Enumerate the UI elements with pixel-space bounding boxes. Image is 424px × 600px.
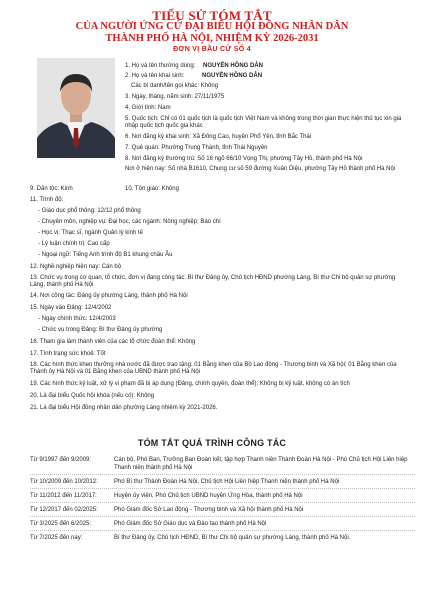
- field-party-position: - Chức vụ trong Đảng: Bí thư Đảng ủy phường: [38, 327, 163, 333]
- field-party-official: - Ngày chính thức: 12/4/2003: [38, 316, 116, 322]
- field-professional: - Chuyên môn, nghiệp vụ: Đại học, các ngành: Nông nghiệp; Báo chí: [38, 219, 221, 225]
- field-permanent-address: 8. Nơi đăng ký thường trú: Số 16 ngõ 66/10 Vọng Thị, phường Tây Hồ, thành phố Hà Nội: [125, 156, 363, 162]
- field-ethnicity: 9. Dân tộc: Kinh: [30, 186, 73, 192]
- portrait-photo: [37, 58, 115, 158]
- field-party-admission: 15. Ngày vào Đảng: 12/4/2002: [30, 305, 112, 311]
- field-position: 13. Chức vụ trong cơ quan, tổ chức, đơn vị đang công tác: Bí thư Đảng ủy, Chủ tịch HĐND phường Láng, Bí thư Chi bộ quân sự phường Láng, thành phố Hà Nội: [30, 275, 396, 288]
- career-row-text: Phó Bí thư Thành Đoàn Hà Nội, Chủ tịch Hội Liên hiệp Thanh niên thành phố Hà Nội: [114, 479, 340, 485]
- field-organizations: 16. Tham gia làm thành viên của các tổ chức đoàn thể: Không: [30, 339, 196, 345]
- field-birth-name-value: NGUYỄN HỒNG DÂN: [202, 73, 263, 79]
- field-common-name-label: 1. Họ và tên thường dùng:: [125, 63, 196, 69]
- document-subtitle-line1: CỦA NGƯỜI ỨNG CỬ ĐẠI BIỂU HỘI ĐỒNG NHÂN DÂN: [75, 21, 349, 32]
- field-birth-name-label: 2. Họ và tên khai sinh:: [125, 73, 185, 79]
- electoral-unit: ĐƠN VỊ BẦU CỬ SỐ 4: [173, 46, 251, 53]
- divider: [30, 488, 415, 489]
- field-nationality: 5. Quốc tịch: Chỉ có 01 quốc tịch là quốc tịch Việt Nam và không trong thời gian thực hiện thủ tục xin gia nhập quốc tịch quốc gia khác: [125, 116, 402, 129]
- field-education-heading: 11. Trình độ:: [30, 197, 64, 203]
- field-degree: - Học vị: Thạc sĩ, ngành Quản lý kinh tế: [38, 230, 143, 236]
- career-row-text: Phó Giám đốc Sở Giáo dục và Đào tạo thành phố Hà Nội: [114, 521, 267, 527]
- career-row-text: Phó Giám đốc Sở Lao động - Thương binh và Xã hội thành phố Hà Nội: [114, 507, 304, 513]
- career-row-text: Bí thư Đảng ủy, Chủ tịch HĐND, Bí thư Chi bộ quân sự phường Láng, thành phố Hà Nội.: [114, 535, 351, 541]
- field-religion: 10. Tôn giáo: Không: [125, 186, 179, 192]
- career-summary-title: TÓM TẮT QUÁ TRÌNH CÔNG TÁC: [137, 438, 287, 448]
- field-awards: 18. Các hình thức khen thưởng nhà nước đã được trao tặng: 01 Bằng khen của Bộ Lao động - Thương binh và Xã hội; 01 Bằng khen của Thành ủy Hà Nội và 01 Bằng khen của UBND thành phố Hà Nội: [30, 362, 397, 375]
- field-political-theory: - Lý luận chính trị: Cao cấp: [38, 241, 110, 247]
- field-aliases: Các bí danh/tên gọi khác: Không: [131, 83, 219, 89]
- field-birth-registration: 6. Nơi đăng ký khai sinh: Xã Đông Cao, huyện Phổ Yên, tỉnh Bắc Thái: [125, 134, 312, 140]
- field-common-name-value: NGUYỄN HỒNG DÂN: [203, 63, 264, 69]
- career-row-date: Từ 3/2025 đến 6/2025:: [30, 521, 92, 527]
- field-foreign-language: - Ngoại ngữ: Tiếng Anh trình độ B1 khung châu Âu: [38, 252, 173, 258]
- field-gender: 4. Giới tính: Nam: [125, 105, 171, 111]
- career-row-date: Từ 7/2025 đến nay:: [30, 535, 83, 541]
- document-title: TIỂU SỬ TÓM TẮT: [152, 8, 272, 23]
- field-hometown: 7. Quê quán: Phường Trung Thành, tỉnh Thái Nguyên: [125, 145, 268, 151]
- field-health: 17. Tình trạng sức khoẻ: Tốt: [30, 351, 106, 357]
- field-discipline: 19. Các hình thức kỷ luật, xử lý vi phạm đã bị áp dụng (Đảng, chính quyền, đoàn thể): Không bị kỷ luật, không có án tích: [30, 381, 350, 387]
- divider: [30, 530, 415, 531]
- divider: [30, 516, 415, 517]
- career-row-date: Từ 9/1997 đến 9/2009:: [30, 457, 92, 463]
- career-row-text: Cán bộ, Phó Ban, Trưởng Ban Đoàn kết, tập hợp Thanh niên Thành Đoàn Hà Nội - Phó Chủ tịch Hội Liên hiệp Thanh niên thành phố Hà Nội: [114, 457, 408, 471]
- career-row-date: Từ 11/2012 đến 11/2017:: [30, 493, 97, 499]
- field-birthdate: 3. Ngày, tháng, năm sinh: 27/11/1975: [125, 94, 225, 100]
- field-current-address: Nơi ở hiện nay: Số nhà B1610, Chung cư số 59 đường Xuân Diệu, phường Tây Hồ thành phố Hà Nội: [125, 166, 396, 172]
- divider: [30, 474, 415, 475]
- portrait-image: [37, 58, 115, 158]
- career-row-text: Huyện ủy viên, Phó Chủ tịch UBND huyện Ứng Hòa, thành phố Hà Nội: [114, 493, 303, 499]
- divider: [30, 502, 415, 503]
- field-national-assembly: 20. Là đại biểu Quốc hội khóa (nếu có): Không: [30, 393, 155, 399]
- field-general-education: - Giáo dục phổ thông: 12/12 phổ thông: [38, 208, 141, 214]
- field-council-member: 21. Là đại biểu Hội đồng nhân dân phường Láng nhiệm kỳ 2021-2026.: [30, 405, 218, 411]
- document-subtitle-line2: THÀNH PHỐ HÀ NỘI, NHIỆM KỲ 2026-2031: [105, 33, 319, 44]
- field-workplace: 14. Nơi công tác: Đảng ủy phường Láng, thành phố Hà Nội: [30, 293, 188, 299]
- field-occupation: 12. Nghề nghiệp hiện nay: Cán bộ: [30, 264, 122, 270]
- career-row-date: Từ 10/2009 đến 10/2012:: [30, 479, 98, 485]
- career-row-date: Từ 12/2017 đến 02/2025:: [30, 507, 98, 513]
